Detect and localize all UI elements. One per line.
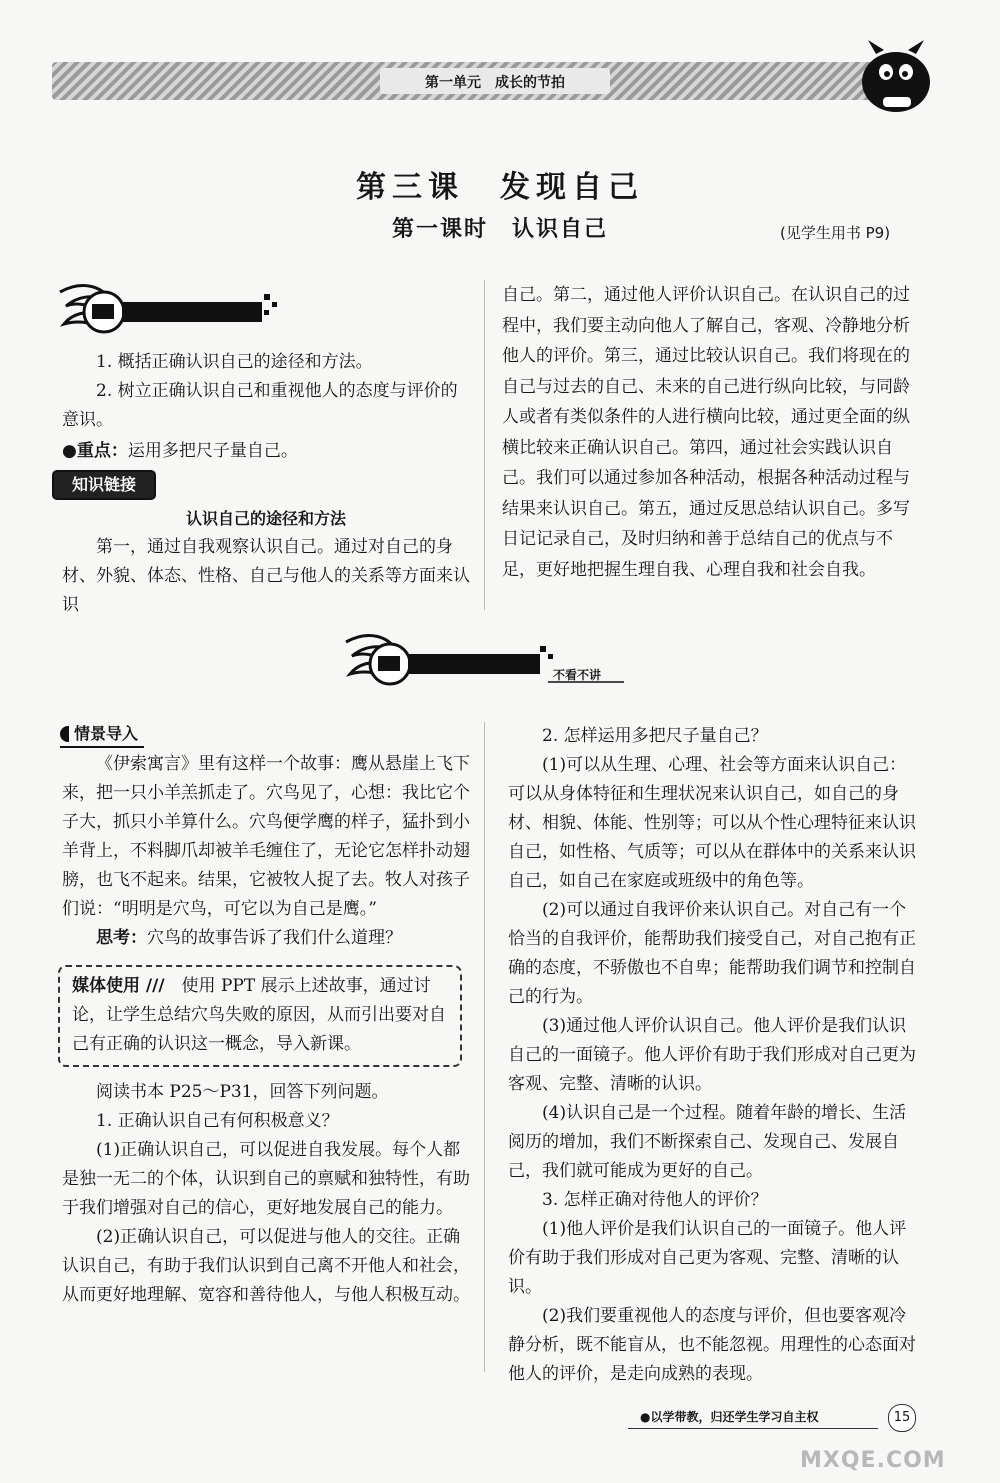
mascot-icon	[846, 38, 940, 118]
answer-2-2: (2)可以通过自我评价来认识自己。对自己有一个恰当的自我评价，能帮助我们接受自己，对自己抱有正确的态度，不骄傲也不自卑；能帮助我们调节和控制自己的行为。	[508, 900, 916, 1007]
class-banner-icon	[338, 630, 628, 696]
question-3: 3. 怎样正确对待他人的评价？	[542, 1190, 768, 1210]
answer-1-2: (2)正确认识自己，可以促进与他人的交往。正确认识自己，有助于我们认识到自己离不开他人和社会，从而更好地理解、宽容和善待他人，与他人积极互动。	[62, 1227, 470, 1305]
key-point-text: 运用多把尺子量自己。	[127, 441, 298, 461]
knowledge-left	[62, 504, 470, 620]
goals-list	[62, 348, 470, 466]
story-text: 《伊索寓言》里有这样一个故事：鹰从悬崖上飞下来，把一只小羊羔抓走了。穴鸟见了，心想：我比它个子大，抓只小羊算什么。穴鸟便学鹰的样子，猛扑到小羊背上，不料脚爪却被羊毛缠住了，无论它怎样扑动翅膀，也飞不起来。结果，它被牧人捉了去。牧人对孩子们说：“明明是穴鸟，可它以为自己是鹰。”	[62, 754, 470, 919]
column-divider-bottom	[484, 722, 485, 1372]
knowledge-paragraph-left: 第一，通过自我观察认识自己。通过对自己的身材、外貌、体态、性格、自己与他人的关系等方面来认识	[62, 537, 470, 615]
answer-1-1: (1)正确认识自己，可以促进自我发展。每个人都是独一无二的个体，认识到自己的禀赋和独特性，有助于我们增强对自己的信心，更好地发展自己的能力。	[62, 1140, 470, 1218]
key-point-label: ●重点：	[62, 441, 128, 461]
media-usage: 媒体使用 /// 使用 PPT 展示上述故事，通过讨论，让学生总结穴鸟失败的原因，从而引出要对自己有正确的认识这一概念，导入新课。	[72, 976, 446, 1054]
intro-story	[62, 750, 470, 953]
media-label: 媒体使用	[72, 976, 140, 996]
column-divider-top	[484, 280, 485, 610]
reading-right	[508, 722, 922, 1389]
knowledge-heading: 认识自己的途径和方法	[185, 509, 346, 528]
scene-intro-tag: 情景导入	[60, 722, 144, 748]
answer-2-3: (3)通过他人评价认识自己。他人评价是我们认识自己的一面镜子。他人评价有助于我们形成对自己更为客观、完整、清晰的认识。	[508, 1016, 916, 1094]
knowledge-link-badge: 知识链接	[52, 470, 156, 500]
knowledge-right	[502, 280, 922, 585]
answer-2-1: (1)可以从生理、心理、社会等方面来认识自己：可以从身体特征和生理状况来认识自己，如自己的身材、相貌、体能、性别等；可以从个性心理特征来认识自己，如性格、气质等；可以从在群体中的关系来认识自己，如自己在家庭或班级中的角色等。	[508, 755, 916, 891]
page-number: 15	[888, 1404, 916, 1432]
question-1: 1. 正确认识自己有何积极意义？	[96, 1111, 339, 1131]
lesson-subtitle: 第一课时 认识自己	[391, 216, 608, 242]
see-book-reference: (见学生用书 P9)	[780, 224, 891, 242]
footer-slogan: ●以学带教，归还学生学习自主权	[640, 1410, 819, 1424]
goals-banner-icon	[52, 280, 282, 340]
reading-left	[62, 1078, 470, 1310]
answer-3-1: (1)他人评价是我们认识自己的一面镜子。他人评价有助于我们形成对自己更为客观、完整、清晰的认识。	[508, 1219, 907, 1297]
watermark: MXQE.COM	[800, 1448, 946, 1473]
think-text: 穴鸟的故事告诉了我们什么道理？	[147, 928, 402, 948]
no-read-no-teach-tag: 不看不讲	[553, 668, 602, 682]
answer-3-2: (2)我们要重视他人的态度与评价，但也要客观冷静分析，既不能盲从，也不能忽视。用理性的心态面对他人的评价，是走向成熟的表现。	[508, 1306, 916, 1384]
think-label: 思考：	[96, 928, 147, 948]
lesson-title: 第三课 发现自己	[356, 170, 644, 205]
goal-item: 1. 概括正确认识自己的途径和方法。	[96, 352, 373, 372]
media-text: 使用 PPT 展示上述故事，通过讨论，让学生总结穴鸟失败的原因，从而引出要对自己有正确的认识这一概念，导入新课。	[72, 976, 446, 1054]
unit-title: 第一单元 成长的节拍	[425, 75, 565, 91]
knowledge-paragraph-right: 自己。第二，通过他人评价认识自己。在认识自己的过程中，我们要主动向他人了解自己，客观、冷静地分析他人的评价。第三，通过比较认识自己。我们将现在的自己与过去的自己、未来的自己进行纵向比较，与同龄人或者有类似条件的人进行横向比较，通过更全面的纵横比较来正确认识自己。第四，通过社会实践认识自己。我们可以通过参加各种活动，根据各种活动过程与结果来认识自己。第五，通过反思总结认识自己。多写日记记录自己，及时归纳和善于总结自己的优点与不足，更好地把握生理自我、心理自我和社会自我。	[502, 285, 910, 580]
goal-item: 2. 树立正确认识自己和重视他人的态度与评价的意识。	[62, 381, 458, 430]
answer-2-4: (4)认识自己是一个过程。随着年龄的增长、生活阅历的增加，我们不断探索自己、发现自己、发展自己，我们就可能成为更好的自己。	[508, 1103, 907, 1181]
reading-instruction: 阅读书本 P25～P31，回答下列问题。	[96, 1082, 389, 1102]
footer-line	[628, 1428, 878, 1429]
question-2: 2. 怎样运用多把尺子量自己？	[542, 726, 768, 746]
